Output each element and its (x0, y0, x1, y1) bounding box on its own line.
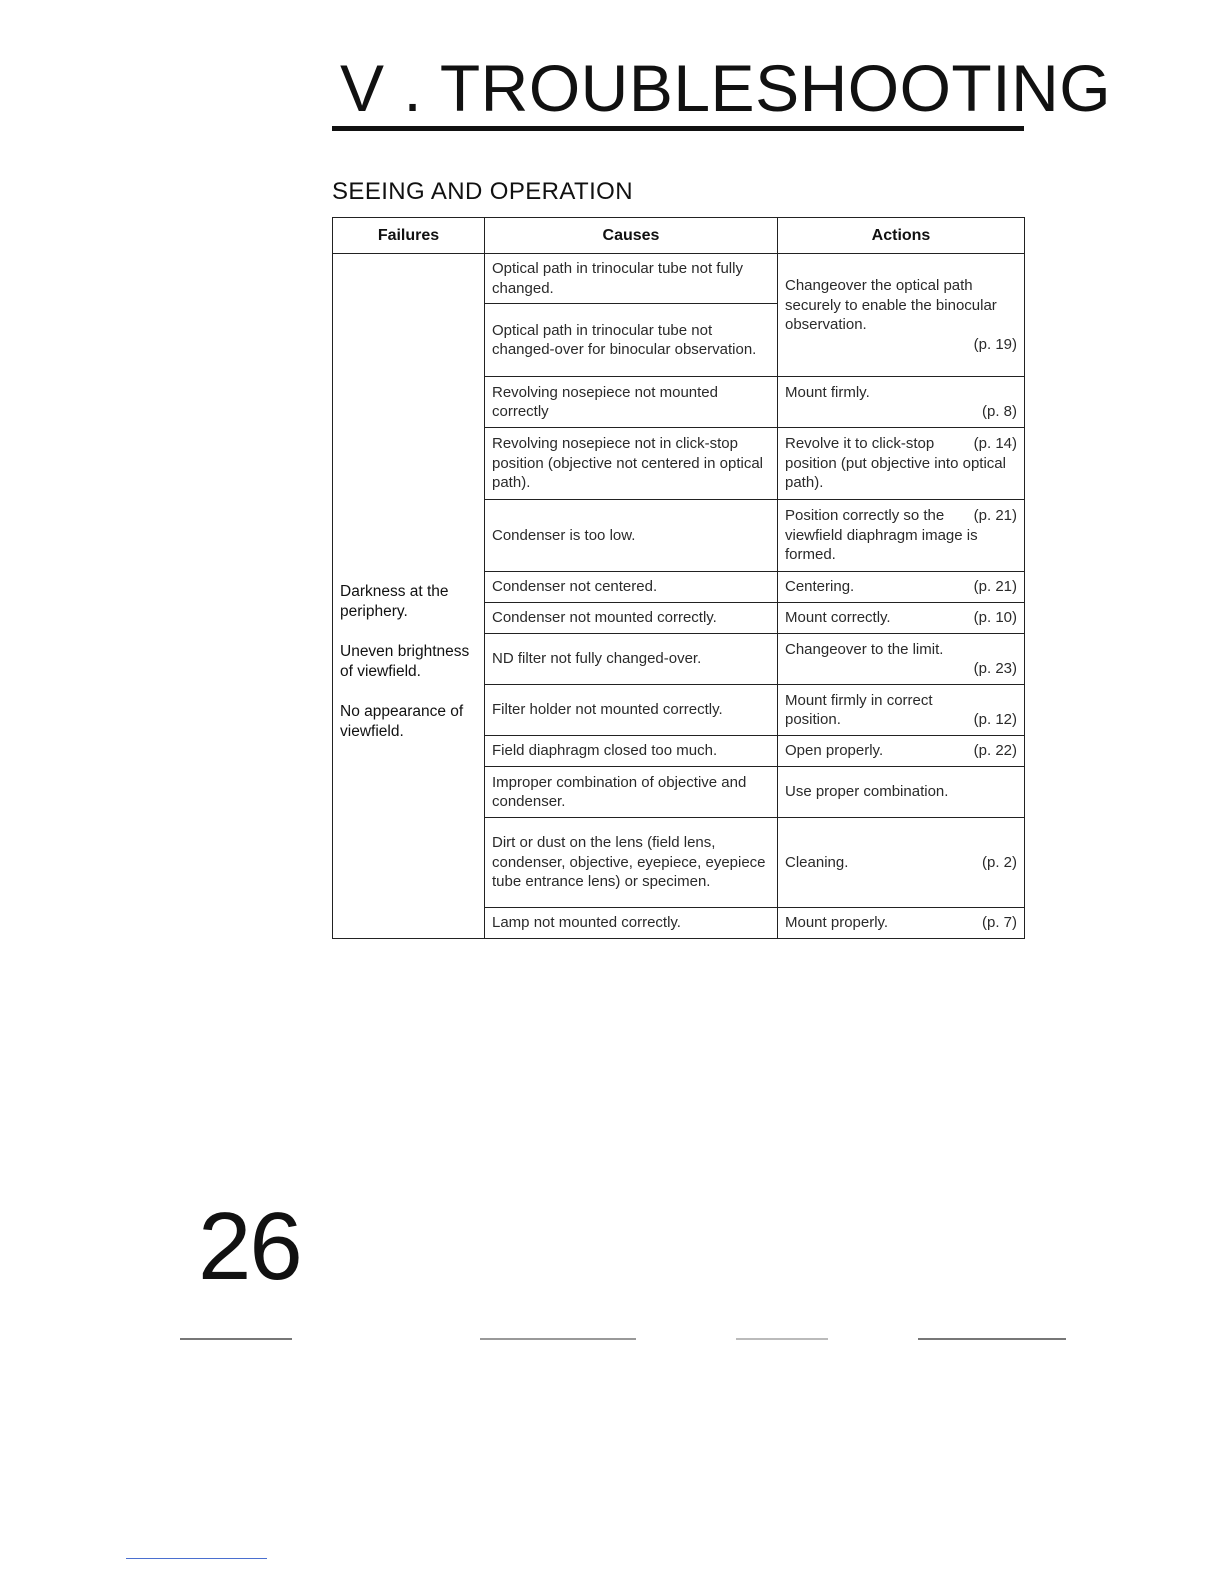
footer-rule (480, 1338, 636, 1340)
action-text: Mount correctly. (785, 609, 891, 627)
action-text: Changeover to the limit. (785, 640, 944, 658)
action-text: Centering. (785, 578, 855, 596)
action-text: Cleaning. (785, 853, 849, 871)
failure-item: No appearance of viewfield. (340, 703, 464, 740)
action-text: Mount firmly. (785, 383, 870, 401)
column-header-actions: Actions (778, 218, 1025, 254)
failures-cell (333, 254, 485, 939)
table-header-row (333, 218, 1025, 254)
cause-cell: ND filter not fully changed-over. (485, 634, 778, 685)
cause-cell: Condenser not centered. (485, 572, 778, 603)
footer-rule (126, 1558, 267, 1559)
footer-rule (180, 1338, 292, 1340)
cause-cell: Optical path in trinocular tube not fully changed. (485, 254, 778, 304)
page-reference: (p. 19) (973, 335, 1017, 353)
action-cell (778, 634, 1025, 685)
action-text: Changeover the optical path securely to enable the binocular observation. (785, 277, 997, 333)
cause-cell: Condenser not mounted correctly. (485, 603, 778, 634)
page-reference: (p. 8) (981, 403, 1017, 420)
column-header-failures: Failures (333, 218, 485, 254)
page-reference: (p. 14) (973, 435, 1017, 453)
action-cell (778, 818, 1025, 908)
cause-cell: Condenser is too low. (485, 500, 778, 572)
page-reference: (p. 21) (973, 507, 1017, 525)
action-cell (778, 603, 1025, 634)
cause-cell: Revolving nosepiece not mounted correctly (485, 377, 778, 428)
action-cell (778, 254, 1025, 377)
page-reference: (p. 7) (981, 914, 1017, 932)
action-text: Position correctly so the viewfield diaphragm image is formed. (785, 507, 978, 564)
action-cell (778, 428, 1025, 500)
action-cell (778, 908, 1025, 939)
page-reference: (p. 21) (973, 578, 1017, 596)
page-reference: (p. 2) (981, 853, 1017, 871)
cause-cell: Filter holder not mounted correctly. (485, 685, 778, 736)
failure-item: Darkness at the periphery. (340, 583, 449, 620)
table-row (333, 254, 1025, 304)
page-reference: (p. 22) (973, 742, 1017, 760)
section-heading: SEEING AND OPERATION (332, 178, 633, 205)
page-reference: (p. 10) (973, 609, 1017, 627)
footer-rule (736, 1338, 828, 1340)
action-cell (778, 377, 1025, 428)
cause-cell: Lamp not mounted correctly. (485, 908, 778, 939)
title-underline (332, 126, 1024, 131)
cause-cell: Revolving nosepiece not in click-stop position (objective not centered in optical path). (485, 428, 778, 500)
action-cell (778, 767, 1025, 818)
page-number: 26 (198, 1193, 301, 1300)
page-reference: (p. 12) (973, 710, 1017, 728)
troubleshooting-table (332, 217, 1025, 939)
action-cell (778, 685, 1025, 736)
page-reference: (p. 23) (973, 660, 1017, 677)
cause-cell: Field diaphragm closed too much. (485, 736, 778, 767)
action-text: Open properly. (785, 742, 884, 760)
action-text: Mount firmly in correct position. (785, 691, 933, 728)
footer-rule (918, 1338, 1066, 1340)
column-header-causes: Causes (485, 218, 778, 254)
page-title: V . TROUBLESHOOTING (340, 51, 1112, 125)
action-text: Use proper combination. (785, 783, 949, 801)
action-cell (778, 736, 1025, 767)
cause-cell: Optical path in trinocular tube not changed-over for binocular observation. (485, 304, 778, 377)
failure-item: Uneven brightness of viewfield. (340, 643, 470, 680)
action-text: Mount properly. (785, 914, 889, 932)
action-cell (778, 500, 1025, 572)
action-cell (778, 572, 1025, 603)
cause-cell: Dirt or dust on the lens (field lens, condenser, objective, eyepiece, eyepiece tube entrance lens) or specimen. (485, 818, 778, 908)
cause-cell: Improper combination of objective and condenser. (485, 767, 778, 818)
action-text: Revolve it to click-stop position (put objective into optical path). (785, 435, 1006, 492)
